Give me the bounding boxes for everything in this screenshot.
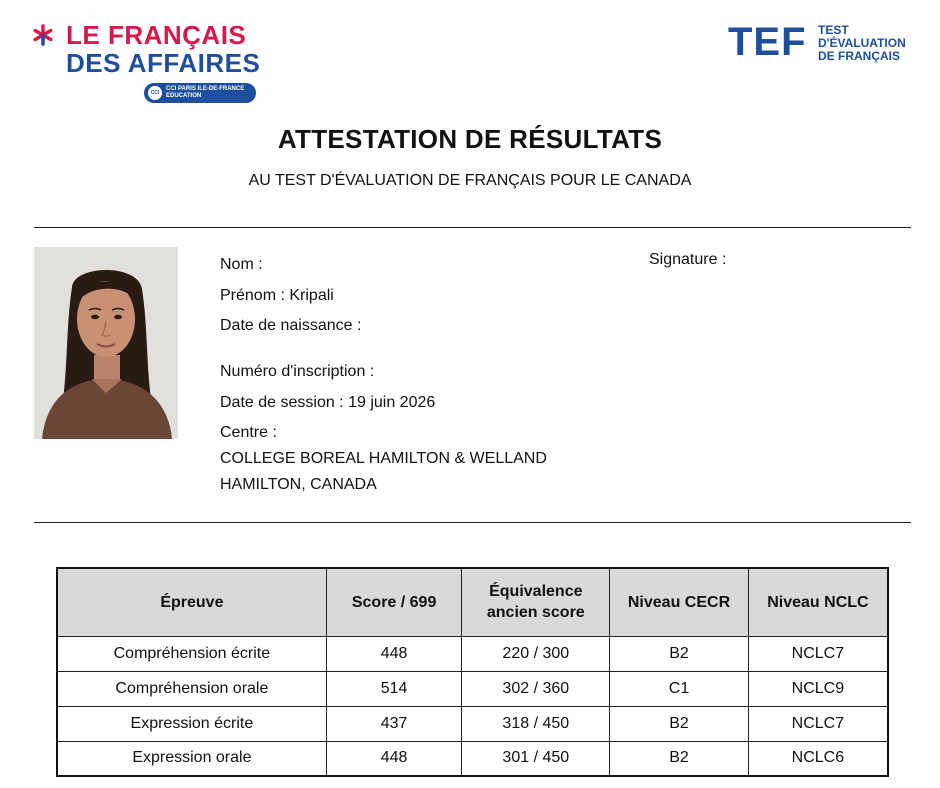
cell-cecr: B2: [610, 741, 749, 776]
cell-score: 448: [326, 636, 462, 671]
page-title: ATTESTATION DE RÉSULTATS: [277, 124, 663, 154]
tef-logo-line-2: D'ÉVALUATION: [818, 36, 906, 50]
table-row: [57, 636, 888, 671]
badge-line-2: EDUCATION: [166, 93, 202, 99]
cell-nclc: NCLC7: [748, 636, 888, 671]
cell-cecr: B2: [610, 706, 749, 741]
cell-nclc: NCLC6: [748, 741, 888, 776]
cell-equivalence: 302 / 360: [462, 671, 610, 706]
page-subtitle: AU TEST D'ÉVALUATION DE FRANÇAIS POUR LE CANADA: [248, 172, 692, 189]
cell-score: 448: [326, 741, 462, 776]
cci-badge: [144, 83, 256, 103]
header-equivalence: Équivalence ancien score: [462, 568, 610, 636]
cell-score: 514: [326, 671, 462, 706]
divider-bottom: [34, 522, 911, 523]
cci-mark-icon: CCI: [148, 86, 162, 100]
tef-logo: [728, 22, 918, 68]
table-row: [57, 671, 888, 706]
field-centre-line-1: COLLEGE BOREAL HAMILTON & WELLAND: [220, 450, 547, 467]
cell-equivalence: 318 / 450: [462, 706, 610, 741]
field-numero-inscription: Numéro d'inscription :: [220, 363, 375, 380]
tef-logo-mark: TEF: [728, 20, 807, 64]
logo-line-2: DES AFFAIRES: [66, 48, 261, 78]
field-date-naissance: Date de naissance :: [220, 317, 362, 334]
cell-score: 437: [326, 706, 462, 741]
cell-epreuve: Compréhension orale: [57, 671, 326, 706]
table-row: [57, 741, 888, 776]
asterisk-star-icon: [32, 24, 54, 46]
divider-top: [34, 227, 911, 228]
field-centre-label: Centre :: [220, 424, 277, 441]
field-nom: Nom :: [220, 256, 263, 273]
cell-cecr: C1: [610, 671, 749, 706]
cell-cecr: B2: [610, 636, 749, 671]
candidate-photo: [34, 247, 178, 439]
header-niveau-nclc: Niveau NCLC: [748, 568, 888, 636]
badge-line-1: CCI PARIS ILE-DE-FRANCE: [166, 86, 245, 92]
tef-logo-line-1: TEST: [818, 23, 849, 37]
results-table: [56, 567, 889, 777]
cell-nclc: NCLC7: [748, 706, 888, 741]
cell-epreuve: Expression écrite: [57, 706, 326, 741]
cell-epreuve: Expression orale: [57, 741, 326, 776]
field-centre-line-2: HAMILTON, CANADA: [220, 476, 377, 493]
field-signature: Signature :: [649, 251, 727, 268]
cell-equivalence: 220 / 300: [462, 636, 610, 671]
field-prenom: Prénom : Kripali: [220, 287, 334, 304]
table-header-row: [57, 568, 888, 636]
header-epreuve: Épreuve: [57, 568, 326, 636]
le-francais-des-affaires-logo: [32, 18, 272, 108]
cell-equivalence: 301 / 450: [462, 741, 610, 776]
logo-line-1: LE FRANÇAIS: [66, 20, 247, 50]
field-date-session: Date de session : 19 juin 2026: [220, 394, 436, 411]
cell-nclc: NCLC9: [748, 671, 888, 706]
cell-epreuve: Compréhension écrite: [57, 636, 326, 671]
tef-logo-line-3: DE FRANÇAIS: [818, 49, 901, 63]
table-row: [57, 706, 888, 741]
header-niveau-cecr: Niveau CECR: [610, 568, 749, 636]
header-score: Score / 699: [326, 568, 462, 636]
